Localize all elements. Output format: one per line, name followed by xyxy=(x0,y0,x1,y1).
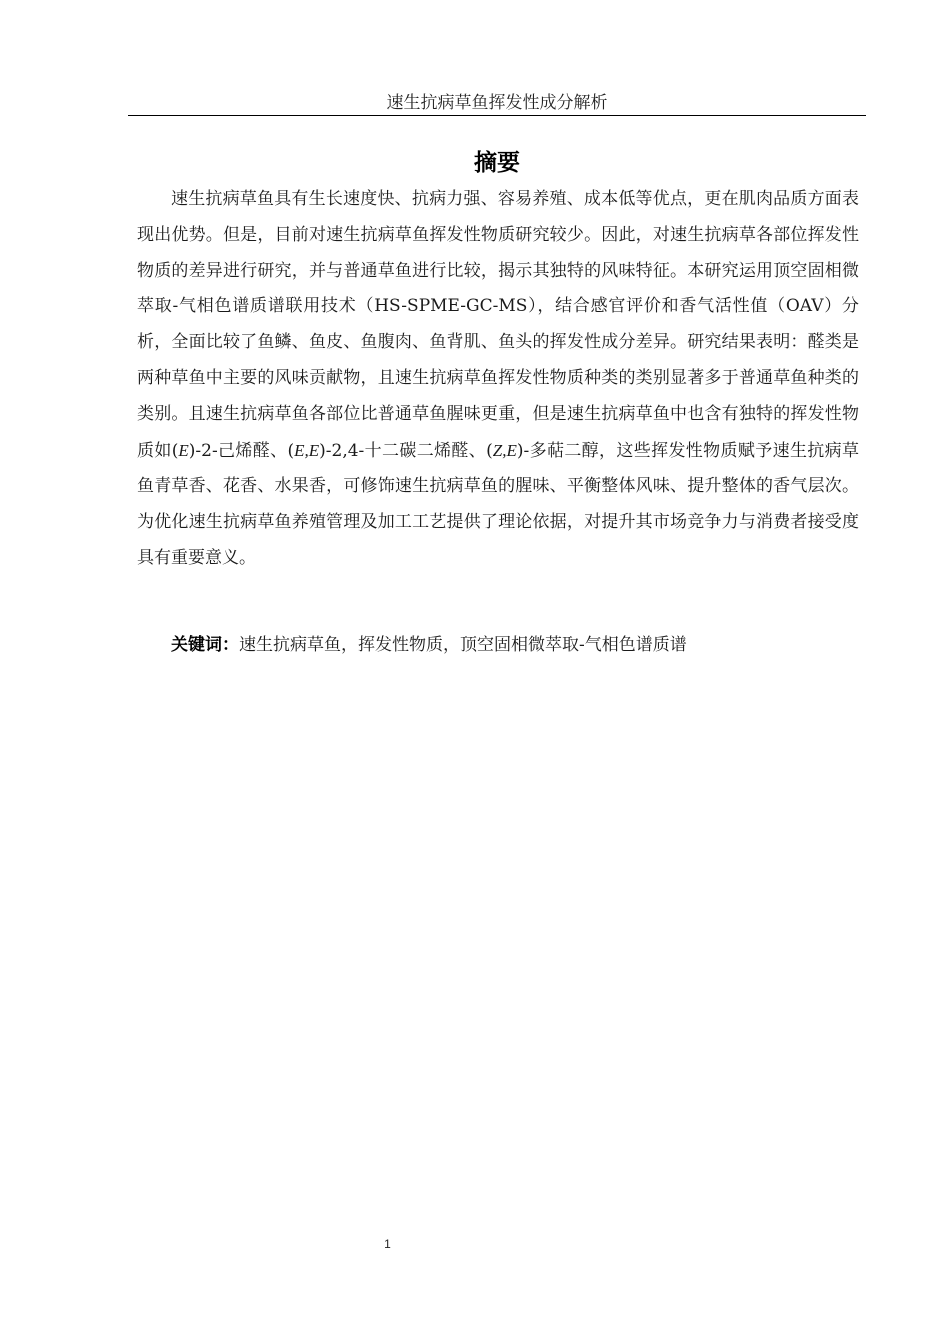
keywords-label: 关键词： xyxy=(171,635,239,655)
chem-compound-2: (E,E)-2,4-十二碳二烯醛、 xyxy=(287,440,487,461)
abstract-paragraph xyxy=(137,182,859,577)
page-number: 1 xyxy=(384,1237,391,1251)
keywords-text: 速生抗病草鱼，挥发性物质，顶空固相微萃取-气相色谱质谱 xyxy=(239,635,687,655)
keywords-line xyxy=(137,628,859,663)
abstract-text-part2: ，这些挥发性物质赋予速生抗病草鱼青草香、花香、水果香，可修饰速生抗病草鱼的腥味、平衡整体风味、提升整体的香气层次。为优化速生抗病草鱼养殖管理及加工工艺提供了理论依据，对提升其市场竞争力与消费者接受度具有重要意义。 xyxy=(137,440,860,568)
chem-compound-1: (E)-2-己烯醛、 xyxy=(171,440,288,461)
abstract-title: 摘要 xyxy=(474,150,520,176)
chem-compound-3: (Z,E)-多萜二醇 xyxy=(486,440,600,461)
header-divider xyxy=(128,115,866,116)
running-header: 速生抗病草鱼挥发性成分解析 xyxy=(386,93,608,113)
abstract-text-part1: 速生抗病草鱼具有生长速度快、抗病力强、容易养殖、成本低等优点，更在肌肉品质方面表现出优势。但是，目前对速生抗病草鱼挥发性物质研究较少。因此，对速生抗病草各部位挥发性物质的差异进行研究，并与普通草鱼进行比较，揭示其独特的风味特征。本研究运用顶空固相微萃取-气相色谱质谱联用技术（HS-SPME-GC-MS），结合感官评价和香气活性值（OAV）分析，全面比较了鱼鳞、鱼皮、鱼腹肉、鱼背肌、鱼头的挥发性成分差异。研究结果表明：醛类是两种草鱼中主要的风味贡献物，且速生抗病草鱼挥发性物质种类的类别显著多于普通草鱼种类的类别。且速生抗病草鱼各部位比普通草鱼腥味更重，但是速生抗病草鱼中也含有独特的挥发性物质如 xyxy=(137,189,859,461)
